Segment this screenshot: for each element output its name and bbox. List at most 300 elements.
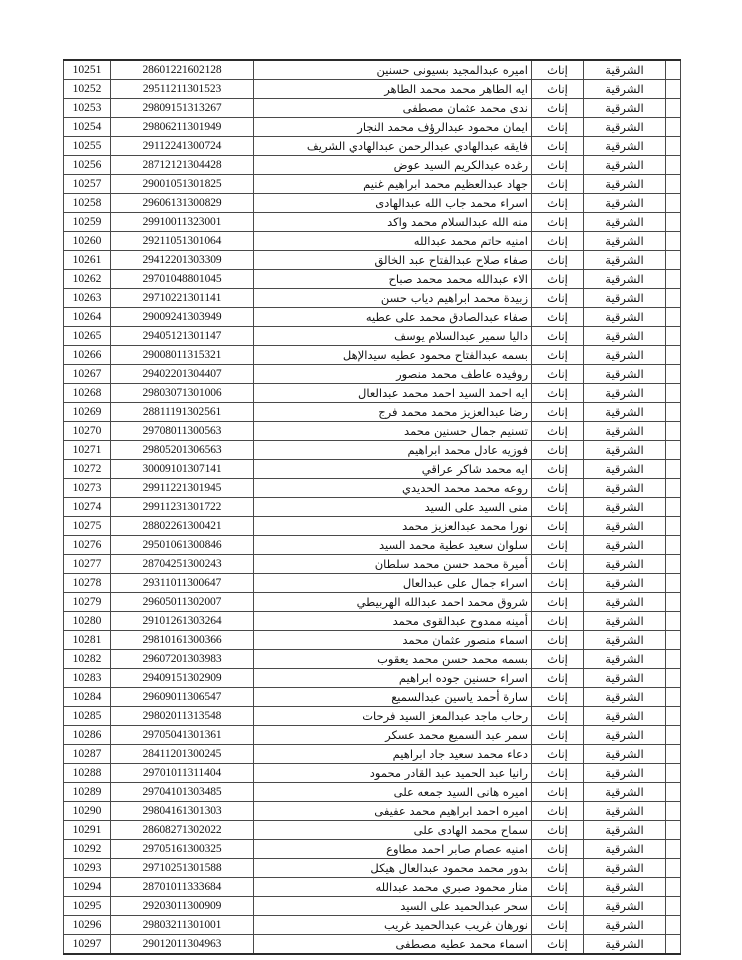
cell-blank xyxy=(666,460,681,479)
cell-id: 28411201300245 xyxy=(111,745,254,764)
cell-blank xyxy=(666,213,681,232)
cell-id: 29203011300909 xyxy=(111,897,254,916)
cell-name: منار محمود صبري محمد عبدالله xyxy=(254,878,532,897)
cell-gov: الشرقية xyxy=(584,878,666,897)
cell-serial: 10275 xyxy=(64,517,111,536)
cell-gender: إناث xyxy=(532,536,584,555)
cell-serial: 10261 xyxy=(64,251,111,270)
cell-serial: 10291 xyxy=(64,821,111,840)
cell-blank xyxy=(666,422,681,441)
cell-blank xyxy=(666,802,681,821)
table-row xyxy=(64,783,681,802)
cell-gender: إناث xyxy=(532,156,584,175)
cell-serial: 10280 xyxy=(64,612,111,631)
cell-name: أميرة محمد حسن محمد سلطان xyxy=(254,555,532,574)
cell-gov: الشرقية xyxy=(584,346,666,365)
cell-serial: 10260 xyxy=(64,232,111,251)
cell-serial: 10263 xyxy=(64,289,111,308)
cell-id: 29211051301064 xyxy=(111,232,254,251)
cell-name: بسمه عبدالفتاح محمود عطيه سيدالإهل xyxy=(254,346,532,365)
cell-gov: الشرقية xyxy=(584,118,666,137)
cell-gov: الشرقية xyxy=(584,593,666,612)
cell-gov: الشرقية xyxy=(584,726,666,745)
cell-name: بدور محمد محمود عبدالعال هيكل xyxy=(254,859,532,878)
cell-serial: 10264 xyxy=(64,308,111,327)
table-row xyxy=(64,821,681,840)
cell-name: اميره هانى السيد جمعه على xyxy=(254,783,532,802)
table-row xyxy=(64,194,681,213)
cell-blank xyxy=(666,745,681,764)
names-table-body xyxy=(64,60,681,954)
cell-id: 29012011304963 xyxy=(111,935,254,955)
cell-gov: الشرقية xyxy=(584,175,666,194)
cell-gender: إناث xyxy=(532,821,584,840)
cell-gender: إناث xyxy=(532,289,584,308)
table-row xyxy=(64,878,681,897)
cell-blank xyxy=(666,688,681,707)
cell-serial: 10274 xyxy=(64,498,111,517)
cell-name: جهاد عبدالعظيم محمد ابراهيم غنيم xyxy=(254,175,532,194)
cell-blank xyxy=(666,403,681,422)
table-row xyxy=(64,251,681,270)
cell-gender: إناث xyxy=(532,669,584,688)
cell-id: 28701011333684 xyxy=(111,878,254,897)
cell-id: 29311011300647 xyxy=(111,574,254,593)
cell-gender: إناث xyxy=(532,60,584,80)
cell-name: منى السيد على السيد xyxy=(254,498,532,517)
cell-serial: 10256 xyxy=(64,156,111,175)
cell-gender: إناث xyxy=(532,783,584,802)
cell-gender: إناث xyxy=(532,441,584,460)
cell-serial: 10295 xyxy=(64,897,111,916)
cell-id: 29001051301825 xyxy=(111,175,254,194)
cell-name: ايه احمد السيد احمد محمد عبدالعال xyxy=(254,384,532,403)
cell-serial: 10286 xyxy=(64,726,111,745)
cell-name: امنيه عصام صابر احمد مطاوع xyxy=(254,840,532,859)
cell-gov: الشرقية xyxy=(584,60,666,80)
cell-blank xyxy=(666,498,681,517)
cell-gov: الشرقية xyxy=(584,859,666,878)
table-row xyxy=(64,517,681,536)
cell-serial: 10289 xyxy=(64,783,111,802)
cell-serial: 10283 xyxy=(64,669,111,688)
cell-serial: 10279 xyxy=(64,593,111,612)
cell-name: سماح محمد الهادى على xyxy=(254,821,532,840)
cell-serial: 10251 xyxy=(64,60,111,80)
cell-serial: 10252 xyxy=(64,80,111,99)
table-row xyxy=(64,726,681,745)
cell-name: اسراء محمد جاب الله عبدالهادى xyxy=(254,194,532,213)
cell-blank xyxy=(666,897,681,916)
cell-id: 29402201304407 xyxy=(111,365,254,384)
cell-id: 29606131300829 xyxy=(111,194,254,213)
cell-name: صفاء صلاح عبدالفتاح عبد الخالق xyxy=(254,251,532,270)
cell-serial: 10262 xyxy=(64,270,111,289)
cell-name: أمينه ممدوح عبدالقوى محمد xyxy=(254,612,532,631)
cell-id: 29708011300563 xyxy=(111,422,254,441)
cell-gov: الشرقية xyxy=(584,403,666,422)
cell-name: صفاء عبدالصادق محمد على عطيه xyxy=(254,308,532,327)
table-row xyxy=(64,650,681,669)
cell-blank xyxy=(666,441,681,460)
table-row xyxy=(64,840,681,859)
cell-gender: إناث xyxy=(532,498,584,517)
cell-gov: الشرقية xyxy=(584,270,666,289)
table-row xyxy=(64,403,681,422)
table-row xyxy=(64,422,681,441)
table-row xyxy=(64,536,681,555)
cell-serial: 10276 xyxy=(64,536,111,555)
cell-gender: إناث xyxy=(532,726,584,745)
table-row xyxy=(64,555,681,574)
cell-id: 29704101303485 xyxy=(111,783,254,802)
cell-blank xyxy=(666,479,681,498)
cell-serial: 10288 xyxy=(64,764,111,783)
table-row xyxy=(64,593,681,612)
cell-id: 29412201303309 xyxy=(111,251,254,270)
cell-name: روفيده عاطف محمد منصور xyxy=(254,365,532,384)
cell-serial: 10268 xyxy=(64,384,111,403)
cell-blank xyxy=(666,327,681,346)
cell-gender: إناث xyxy=(532,365,584,384)
cell-id: 29809151313267 xyxy=(111,99,254,118)
cell-blank xyxy=(666,194,681,213)
cell-name: نورا محمد عبدالعزيز محمد xyxy=(254,517,532,536)
cell-serial: 10285 xyxy=(64,707,111,726)
cell-name: اسماء محمد عطيه مصطفى xyxy=(254,935,532,955)
cell-name: زبيدة محمد ابراهيم دياب حسن xyxy=(254,289,532,308)
cell-gender: إناث xyxy=(532,916,584,935)
cell-gender: إناث xyxy=(532,346,584,365)
table-row xyxy=(64,460,681,479)
cell-id: 29802011313548 xyxy=(111,707,254,726)
cell-name: رضا عبدالعزيز محمد محمد فرج xyxy=(254,403,532,422)
cell-blank xyxy=(666,935,681,955)
cell-blank xyxy=(666,175,681,194)
cell-blank xyxy=(666,631,681,650)
cell-blank xyxy=(666,859,681,878)
cell-name: داليا سمير عبدالسلام يوسف xyxy=(254,327,532,346)
cell-gender: إناث xyxy=(532,251,584,270)
table-row xyxy=(64,612,681,631)
cell-gov: الشرقية xyxy=(584,650,666,669)
cell-id: 29009241303949 xyxy=(111,308,254,327)
cell-name: امنيه حاتم محمد عبدالله xyxy=(254,232,532,251)
cell-id: 29607201303983 xyxy=(111,650,254,669)
cell-blank xyxy=(666,878,681,897)
cell-name: فايقه عبدالهادي عبدالرحمن عبدالهادي الشريف xyxy=(254,137,532,156)
cell-serial: 10297 xyxy=(64,935,111,955)
cell-serial: 10272 xyxy=(64,460,111,479)
cell-blank xyxy=(666,916,681,935)
cell-serial: 10293 xyxy=(64,859,111,878)
cell-gov: الشرقية xyxy=(584,688,666,707)
table-row xyxy=(64,289,681,308)
cell-gov: الشرقية xyxy=(584,80,666,99)
cell-blank xyxy=(666,270,681,289)
cell-serial: 10255 xyxy=(64,137,111,156)
table-row xyxy=(64,80,681,99)
table-row xyxy=(64,175,681,194)
cell-gender: إناث xyxy=(532,631,584,650)
cell-blank xyxy=(666,517,681,536)
table-row xyxy=(64,935,681,955)
cell-gov: الشرقية xyxy=(584,764,666,783)
cell-name: سارة أحمد ياسين عبدالسميع xyxy=(254,688,532,707)
cell-gov: الشرقية xyxy=(584,327,666,346)
cell-id: 29409151302909 xyxy=(111,669,254,688)
table-row xyxy=(64,707,681,726)
cell-gov: الشرقية xyxy=(584,365,666,384)
cell-gender: إناث xyxy=(532,859,584,878)
table-row xyxy=(64,802,681,821)
cell-gender: إناث xyxy=(532,479,584,498)
cell-name: نورهان غريب عبدالحميد غريب xyxy=(254,916,532,935)
cell-serial: 10294 xyxy=(64,878,111,897)
cell-gov: الشرقية xyxy=(584,137,666,156)
cell-gender: إناث xyxy=(532,555,584,574)
cell-id: 29911221301945 xyxy=(111,479,254,498)
cell-serial: 10267 xyxy=(64,365,111,384)
cell-serial: 10284 xyxy=(64,688,111,707)
table-row xyxy=(64,764,681,783)
table-row xyxy=(64,346,681,365)
cell-blank xyxy=(666,346,681,365)
cell-id: 29501061300846 xyxy=(111,536,254,555)
cell-name: اسماء منصور عثمان محمد xyxy=(254,631,532,650)
cell-blank xyxy=(666,574,681,593)
cell-serial: 10281 xyxy=(64,631,111,650)
cell-serial: 10292 xyxy=(64,840,111,859)
cell-gov: الشرقية xyxy=(584,783,666,802)
cell-name: فوزيه عادل محمد ابراهيم xyxy=(254,441,532,460)
cell-serial: 10278 xyxy=(64,574,111,593)
table-row xyxy=(64,441,681,460)
cell-serial: 10269 xyxy=(64,403,111,422)
cell-name: رانيا عبد الحميد عبد القادر محمود xyxy=(254,764,532,783)
cell-blank xyxy=(666,726,681,745)
cell-gov: الشرقية xyxy=(584,460,666,479)
cell-id: 29910011323001 xyxy=(111,213,254,232)
cell-blank xyxy=(666,156,681,175)
cell-gov: الشرقية xyxy=(584,232,666,251)
cell-id: 29710251301588 xyxy=(111,859,254,878)
cell-id: 30009101307141 xyxy=(111,460,254,479)
cell-id: 28704251300243 xyxy=(111,555,254,574)
cell-name: منه الله عبدالسلام محمد واكد xyxy=(254,213,532,232)
cell-id: 29008011315321 xyxy=(111,346,254,365)
table-row xyxy=(64,384,681,403)
table-row xyxy=(64,897,681,916)
table-row xyxy=(64,688,681,707)
cell-serial: 10277 xyxy=(64,555,111,574)
table-row xyxy=(64,631,681,650)
cell-gender: إناث xyxy=(532,574,584,593)
cell-blank xyxy=(666,232,681,251)
cell-blank xyxy=(666,365,681,384)
cell-id: 29705161300325 xyxy=(111,840,254,859)
table-row xyxy=(64,213,681,232)
cell-gov: الشرقية xyxy=(584,631,666,650)
cell-blank xyxy=(666,707,681,726)
cell-id: 29803211301001 xyxy=(111,916,254,935)
cell-name: ندى محمد عثمان مصطفى xyxy=(254,99,532,118)
cell-blank xyxy=(666,840,681,859)
cell-gov: الشرقية xyxy=(584,821,666,840)
cell-gov: الشرقية xyxy=(584,612,666,631)
cell-gov: الشرقية xyxy=(584,802,666,821)
cell-blank xyxy=(666,555,681,574)
cell-name: رغده عبدالكريم السيد عوض xyxy=(254,156,532,175)
table-row xyxy=(64,118,681,137)
cell-gov: الشرقية xyxy=(584,707,666,726)
table-row xyxy=(64,270,681,289)
cell-name: اميره عبدالمجيد بسيونى حسنين xyxy=(254,60,532,80)
cell-gender: إناث xyxy=(532,878,584,897)
cell-gov: الشرقية xyxy=(584,384,666,403)
cell-blank xyxy=(666,118,681,137)
cell-serial: 10273 xyxy=(64,479,111,498)
cell-name: اسراء جمال على عبدالعال xyxy=(254,574,532,593)
cell-id: 29805201306563 xyxy=(111,441,254,460)
cell-blank xyxy=(666,308,681,327)
cell-gender: إناث xyxy=(532,422,584,441)
cell-id: 29810161300366 xyxy=(111,631,254,650)
cell-gender: إناث xyxy=(532,137,584,156)
cell-gov: الشرقية xyxy=(584,194,666,213)
cell-name: الاء عبدالله محمد محمد صباح xyxy=(254,270,532,289)
cell-gender: إناث xyxy=(532,213,584,232)
cell-gov: الشرقية xyxy=(584,669,666,688)
cell-name: اميره احمد ابراهيم محمد عفيفى xyxy=(254,802,532,821)
cell-gov: الشرقية xyxy=(584,745,666,764)
cell-gender: إناث xyxy=(532,897,584,916)
cell-serial: 10290 xyxy=(64,802,111,821)
cell-gov: الشرقية xyxy=(584,555,666,574)
cell-serial: 10259 xyxy=(64,213,111,232)
cell-blank xyxy=(666,669,681,688)
table-row xyxy=(64,156,681,175)
cell-name: ايه الطاهر محمد محمد الطاهر xyxy=(254,80,532,99)
cell-name: روعه محمد محمد الحديدي xyxy=(254,479,532,498)
cell-id: 29804161301303 xyxy=(111,802,254,821)
table-row xyxy=(64,60,681,80)
cell-serial: 10253 xyxy=(64,99,111,118)
cell-gender: إناث xyxy=(532,270,584,289)
cell-id: 28601221602128 xyxy=(111,60,254,80)
cell-name: سمر عبد السميع محمد عسكر xyxy=(254,726,532,745)
cell-gender: إناث xyxy=(532,175,584,194)
cell-name: تسنيم جمال حسنين محمد xyxy=(254,422,532,441)
table-row xyxy=(64,232,681,251)
cell-name: ايه محمد شاكر عراقي xyxy=(254,460,532,479)
cell-id: 28712121304428 xyxy=(111,156,254,175)
cell-blank xyxy=(666,650,681,669)
cell-id: 29101261303264 xyxy=(111,612,254,631)
cell-blank xyxy=(666,536,681,555)
cell-gov: الشرقية xyxy=(584,935,666,955)
cell-id: 28811191302561 xyxy=(111,403,254,422)
cell-serial: 10287 xyxy=(64,745,111,764)
cell-gender: إناث xyxy=(532,308,584,327)
cell-name: بسمه محمد حسن محمد يعقوب xyxy=(254,650,532,669)
cell-name: ايمان محمود عبدالرؤف محمد النجار xyxy=(254,118,532,137)
names-table xyxy=(63,59,681,955)
cell-gov: الشرقية xyxy=(584,840,666,859)
cell-blank xyxy=(666,99,681,118)
cell-id: 29806211301949 xyxy=(111,118,254,137)
table-row xyxy=(64,327,681,346)
cell-serial: 10271 xyxy=(64,441,111,460)
cell-name: اسراء حسنين جوده ابراهيم xyxy=(254,669,532,688)
cell-blank xyxy=(666,593,681,612)
cell-gender: إناث xyxy=(532,650,584,669)
cell-blank xyxy=(666,612,681,631)
cell-gender: إناث xyxy=(532,99,584,118)
cell-gender: إناث xyxy=(532,802,584,821)
cell-gender: إناث xyxy=(532,80,584,99)
table-row xyxy=(64,308,681,327)
cell-id: 29609011306547 xyxy=(111,688,254,707)
cell-gender: إناث xyxy=(532,707,584,726)
cell-gender: إناث xyxy=(532,232,584,251)
cell-gender: إناث xyxy=(532,688,584,707)
cell-id: 29405121301147 xyxy=(111,327,254,346)
cell-gov: الشرقية xyxy=(584,574,666,593)
cell-serial: 10257 xyxy=(64,175,111,194)
cell-gender: إناث xyxy=(532,612,584,631)
cell-name: رحاب ماجد عبدالمعز السيد فرحات xyxy=(254,707,532,726)
table-row xyxy=(64,574,681,593)
cell-gov: الشرقية xyxy=(584,99,666,118)
cell-id: 29710221301141 xyxy=(111,289,254,308)
cell-serial: 10266 xyxy=(64,346,111,365)
cell-gov: الشرقية xyxy=(584,251,666,270)
table-row xyxy=(64,669,681,688)
cell-name: سحر عبدالحميد على السيد xyxy=(254,897,532,916)
cell-gov: الشرقية xyxy=(584,916,666,935)
cell-gov: الشرقية xyxy=(584,479,666,498)
cell-gender: إناث xyxy=(532,745,584,764)
cell-serial: 10282 xyxy=(64,650,111,669)
cell-gov: الشرقية xyxy=(584,441,666,460)
cell-id: 29511211301523 xyxy=(111,80,254,99)
cell-gender: إناث xyxy=(532,118,584,137)
cell-gov: الشرقية xyxy=(584,422,666,441)
cell-gov: الشرقية xyxy=(584,156,666,175)
cell-gov: الشرقية xyxy=(584,498,666,517)
cell-gender: إناث xyxy=(532,327,584,346)
cell-gov: الشرقية xyxy=(584,536,666,555)
cell-blank xyxy=(666,821,681,840)
cell-gov: الشرقية xyxy=(584,517,666,536)
cell-serial: 10270 xyxy=(64,422,111,441)
cell-gender: إناث xyxy=(532,403,584,422)
table-row xyxy=(64,745,681,764)
cell-id: 29605011302007 xyxy=(111,593,254,612)
cell-gov: الشرقية xyxy=(584,289,666,308)
cell-serial: 10296 xyxy=(64,916,111,935)
cell-blank xyxy=(666,80,681,99)
cell-id: 28802261300421 xyxy=(111,517,254,536)
cell-blank xyxy=(666,384,681,403)
table-row xyxy=(64,498,681,517)
cell-id: 28608271302022 xyxy=(111,821,254,840)
cell-id: 29705041301361 xyxy=(111,726,254,745)
cell-name: شروق محمد احمد عبدالله الهربيطي xyxy=(254,593,532,612)
cell-id: 29803071301006 xyxy=(111,384,254,403)
table-row xyxy=(64,137,681,156)
